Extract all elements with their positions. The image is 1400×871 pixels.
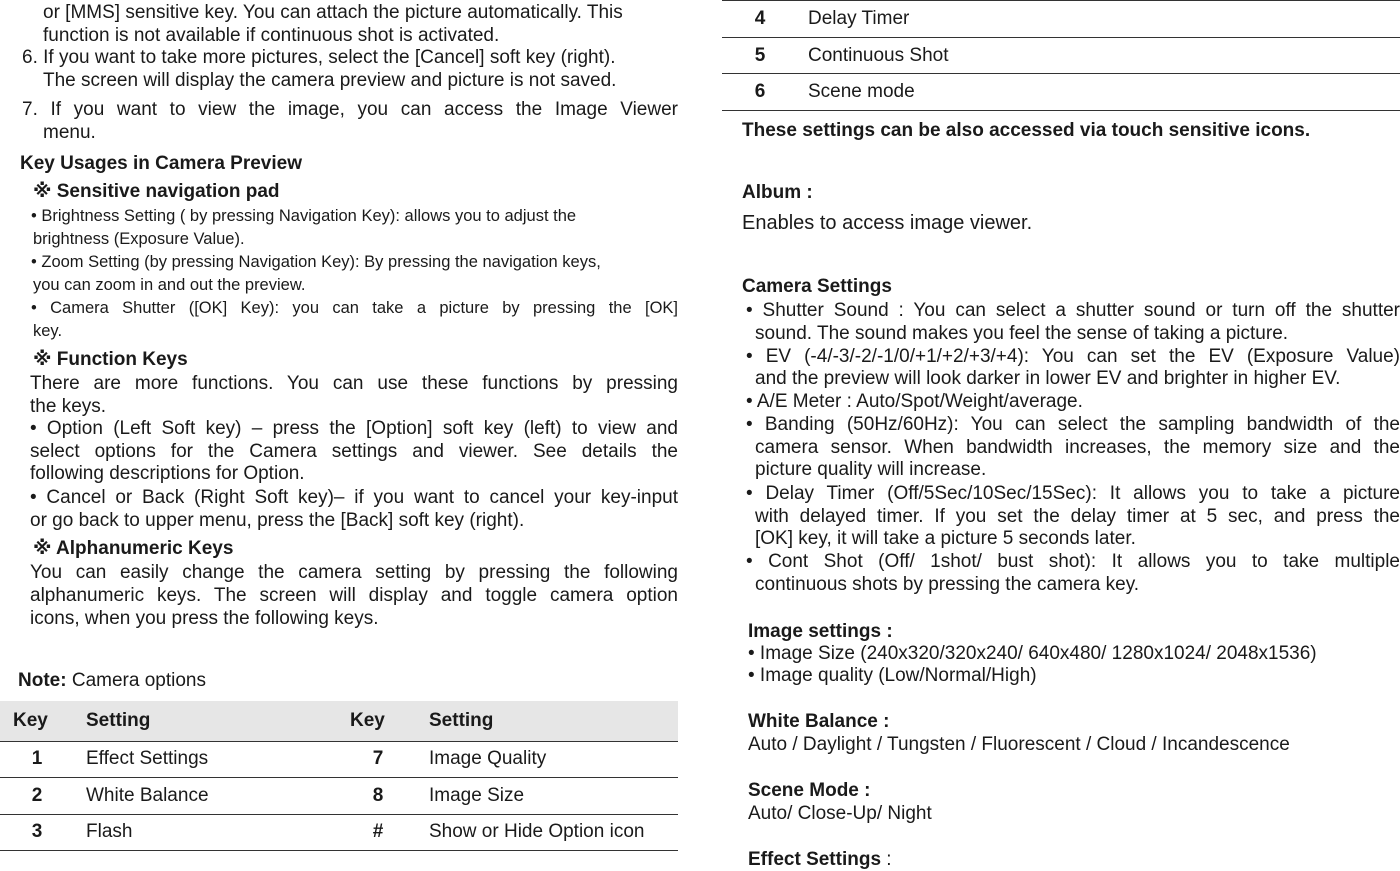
table-divider [0,814,678,815]
table-divider [0,777,678,778]
func-p2-line-3: following descriptions for Option. [30,463,305,484]
function-keys-heading: ※ Function Keys [33,349,188,370]
table-row-1-setting-1: Effect Settings [86,748,209,769]
scene-mode-options: Auto/ Close-Up/ Night [748,803,932,824]
table-row-4-setting: Delay Timer [808,8,910,29]
func-p3-line-2: or go back to upper menu, press the [Back] soft key (right). [30,510,525,531]
effect-settings-line [748,848,892,871]
step6-line-2: The screen will display the camera preview and picture is not saved. [43,70,617,91]
scene-mode-heading: Scene Mode : [748,780,871,801]
step7-line-2: menu. [43,122,96,143]
cs-ev-line-1: • EV (-4/-3/-2/-1/0/+1/+2/+3/+4): You can set the EV (Exposure Value) [746,346,1400,367]
effect-settings-heading: Effect Settings [748,849,882,870]
table-row-2-setting-1: White Balance [86,785,209,806]
table-row-2-key-1: 2 [31,785,43,806]
album-text: Enables to access image viewer. [742,212,1033,234]
table-divider [722,73,1400,74]
nav-bullet-1-line-2: brightness (Exposure Value). [33,230,245,248]
touch-icons-note: These settings can be also accessed via touch sensitive icons. [742,120,1311,141]
table-header-key-1: Key [13,710,48,731]
func-p2-line-1: • Option (Left Soft key) – press the [Option] soft key (left) to view and [30,418,678,439]
white-balance-options: Auto / Daylight / Tungsten / Fluorescent / Cloud / Incandescence [748,734,1290,755]
alphanumeric-keys-heading: ※ Alphanumeric Keys [33,538,234,559]
cs-banding-line-1: • Banding (50Hz/60Hz): You can select the sampling bandwidth of the [746,414,1400,435]
cs-delay-line-3: [OK] key, it will take a picture 5 seconds later. [755,528,1136,549]
func-p3-line-1: • Cancel or Back (Right Soft key)– if you want to cancel your key-input [30,487,678,508]
cs-banding-line-2: camera sensor. When bandwidth increases, the memory size and the [755,437,1400,458]
intro-line-1: or [MMS] sensitive key. You can attach the picture automatically. This [43,2,623,23]
table-header-setting-1: Setting [86,710,151,731]
note-label: Note: [18,670,67,691]
nav-bullet-3-line-1: • Camera Shutter ([OK] Key): you can take a picture by pressing the [OK] [31,299,678,317]
table-row-3-key-1: 3 [31,821,43,842]
table-row-6-key: 6 [754,81,766,102]
intro-line-2: function is not available if continuous shot is activated. [43,25,500,46]
note-text: Camera options [66,670,206,691]
table-row-3-key-2: # [372,821,384,842]
image-settings-heading: Image settings : [748,621,893,642]
note-line [18,669,206,692]
table-row-3-setting-1: Flash [86,821,133,842]
table-divider [722,110,1400,111]
image-size-item: • Image Size (240x320/320x240/ 640x480/ 1280x1024/ 2048x1536) [748,643,1317,664]
table-divider [722,37,1400,38]
effect-settings-colon: : [881,849,892,870]
alpha-line-1: You can easily change the camera setting by pressing the following [30,562,678,583]
cs-delay-line-1: • Delay Timer (Off/5Sec/10Sec/15Sec): It allows you to take a picture [746,483,1400,504]
key-usages-heading: Key Usages in Camera Preview [20,153,302,174]
cs-shutter-line-1: • Shutter Sound : You can select a shutter sound or turn off the shutter [746,300,1400,321]
table-row-1-key-1: 1 [31,748,43,769]
func-p1-line-1: There are more functions. You can use these functions by pressing [30,373,678,394]
table-row-3-setting-2: Show or Hide Option icon [429,821,645,842]
cs-banding-line-3: picture quality will increase. [755,459,987,480]
func-p1-line-2: the keys. [30,396,107,417]
nav-pad-heading: ※ Sensitive navigation pad [33,181,280,202]
cs-ae-meter: • A/E Meter : Auto/Spot/Weight/average. [746,391,1083,412]
album-heading: Album : [742,182,813,203]
alpha-line-2: alphanumeric keys. The screen will display and toggle camera option [30,585,678,606]
table-row-2-setting-2: Image Size [429,785,525,806]
step6-line-1: 6. If you want to take more pictures, select the [Cancel] soft key (right). [22,47,616,68]
cs-cont-shot-line-1: • Cont Shot (Off/ 1shot/ bust shot): It allows you to take multiple [746,551,1400,572]
table-divider [0,850,678,851]
table-row-1-setting-2: Image Quality [429,748,547,769]
cs-delay-line-2: with delayed timer. If you set the delay timer at 5 sec, and press the [755,506,1400,527]
table-row-5-setting: Continuous Shot [808,45,949,66]
table-header-key-2: Key [350,710,385,731]
image-quality-item: • Image quality (Low/Normal/High) [748,665,1037,686]
table-divider [722,0,1400,1]
nav-bullet-1-line-1: • Brightness Setting ( by pressing Navigation Key): allows you to adjust the [31,207,577,225]
step7-line-1: 7. If you want to view the image, you can access the Image Viewer [22,99,678,120]
alpha-line-3: icons, when you press the following keys. [30,608,379,629]
table-header-setting-2: Setting [429,710,494,731]
table-row-6-setting: Scene mode [808,81,915,102]
func-p2-line-2: select options for the Camera settings and viewer. See details the [30,441,678,462]
nav-bullet-2-line-1: • Zoom Setting (by pressing Navigation Key): By pressing the navigation keys, [31,253,601,271]
table-row-1-key-2: 7 [372,748,384,769]
cs-shutter-line-2: sound. The sound makes you feel the sense of taking a picture. [755,323,1289,344]
camera-settings-heading: Camera Settings [742,276,892,297]
cs-ev-line-2: and the preview will look darker in lower EV and brighter in higher EV. [755,368,1341,389]
nav-bullet-3-line-2: key. [33,322,63,340]
cs-cont-shot-line-2: continuous shots by pressing the camera key. [755,574,1140,595]
table-row-5-key: 5 [754,45,766,66]
table-divider [0,741,678,742]
table-row-4-key: 4 [754,8,766,29]
table-row-2-key-2: 8 [372,785,384,806]
white-balance-heading: White Balance : [748,711,890,732]
nav-bullet-2-line-2: you can zoom in and out the preview. [33,276,306,294]
